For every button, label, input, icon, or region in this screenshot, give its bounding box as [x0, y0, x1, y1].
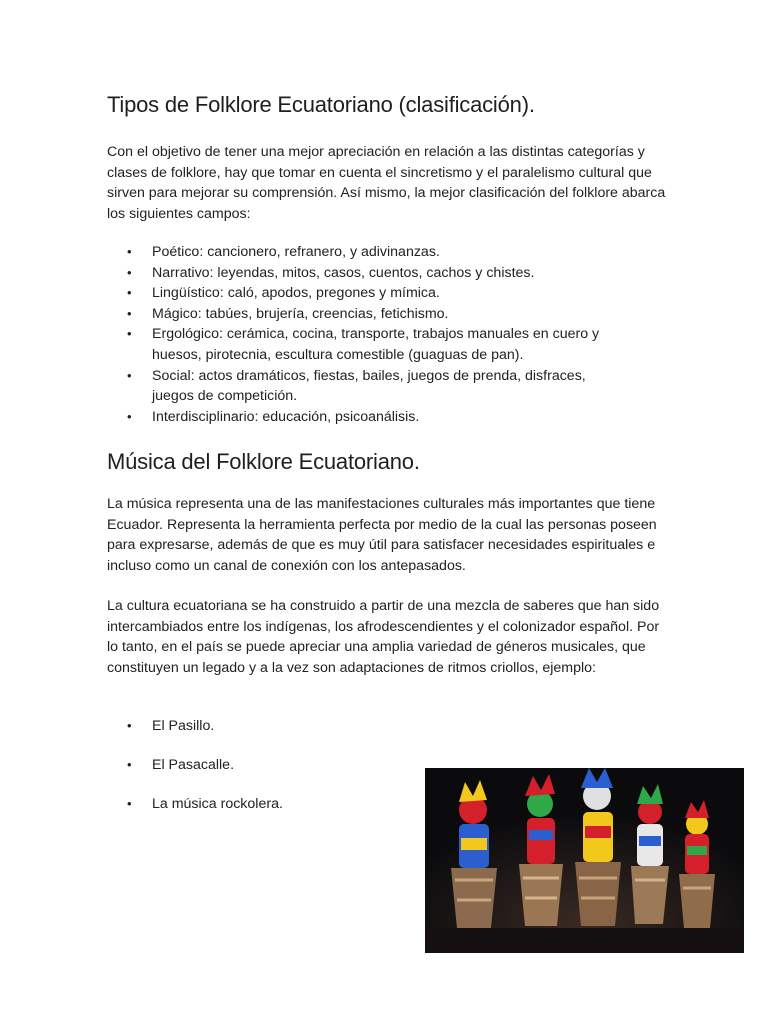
section-heading-musica: Música del Folklore Ecuatoriano. — [107, 449, 420, 474]
music-paragraph-2: La cultura ecuatoriana se ha construido a partir de una mezcla de saberes que han sido intercambiados entre los indígenas, los afrodescendientes y el colonizador español. Por lo tanto, en el país se puede apreciar una amplia variedad de géneros musicales, que constituyen un legado y a la vez son adaptaciones de ritmos criollos, ejemplo: — [107, 598, 660, 676]
music-paragraph-1: La música representa una de las manifestaciones culturales más importantes que tiene Ecuador. Representa la herramienta perfecta por medio de la cual las personas poseen para expresarse, además de que es muy útil para satisfacer necesidades espirituales e incluso como un canal de conexión con los antepasados. — [107, 496, 657, 574]
list-item: • El Pasacalle. — [107, 755, 627, 776]
dancers-illustration — [425, 768, 744, 953]
list-item: • Ergológico: cerámica, cocina, transporte, trabajos manuales en cuero y huesos, pirotecnia, escultura comestible (guaguas de pan). — [107, 324, 627, 365]
folklore-categories-list — [107, 242, 627, 427]
list-item: • Poético: cancionero, refranero, y adivinanzas. — [107, 242, 627, 263]
list-item: • Lingüístico: caló, apodos, pregones y mímica. — [107, 283, 627, 304]
list-item: • El Pasillo. — [107, 716, 627, 737]
folk-dancers-photo — [425, 768, 744, 953]
list-item: • Interdisciplinario: educación, psicoanálisis. — [107, 407, 627, 428]
list-item: • Narrativo: leyendas, mitos, casos, cuentos, cachos y chistes. — [107, 263, 627, 284]
list-item: • Social: actos dramáticos, fiestas, bailes, juegos de prenda, disfraces, juegos de competición. — [107, 366, 627, 407]
intro-paragraph: Con el objetivo de tener una mejor apreciación en relación a las distintas categorías y clases de folklore, hay que tomar en cuenta el sincretismo y el paralelismo cultural que sirven para mejorar su comprensión. Así mismo, la mejor clasificación del folklore abarca los siguientes campos: — [107, 144, 666, 222]
list-item: • La música rockolera. — [107, 794, 627, 815]
list-item: • Mágico: tabúes, brujería, creencias, fetichismo. — [107, 304, 627, 325]
section-heading-tipos: Tipos de Folklore Ecuatoriano (clasificación). — [107, 92, 535, 117]
